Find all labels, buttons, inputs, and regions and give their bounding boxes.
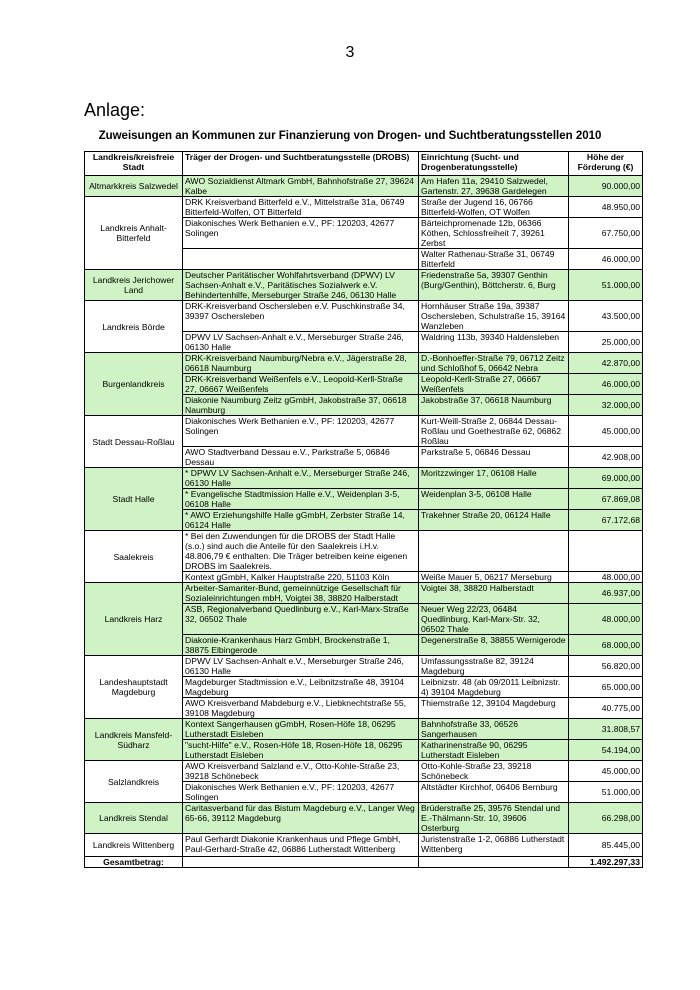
amount-cell: 42.870,00: [569, 353, 643, 374]
district-cell: Landkreis Harz: [85, 583, 183, 656]
amount-cell: 69.000,00: [569, 468, 643, 489]
facility-cell: Katharinenstraße 90, 06295 Lutherstadt Eisleben: [419, 740, 569, 761]
provider-cell: AWO Sozialdienst Altmark GmbH, Bahnhofstraße 27, 39624 Kalbe: [183, 176, 419, 197]
funding-table: [84, 151, 643, 868]
facility-cell: Leopold-Kerll-Straße 27, 06667 Weißenfels: [419, 374, 569, 395]
provider-cell: DRK-Kreisverband Oschersleben e.V. Puschkinstraße 34, 39397 Oschersleben: [183, 301, 419, 332]
provider-cell: Diakonie-Krankenhaus Harz GmbH, Brockenstraße 1, 38875 Elbingerode: [183, 635, 419, 656]
provider-cell: Diakonisches Werk Bethanien e.V., PF: 120203, 42677 Solingen: [183, 782, 419, 803]
amount-cell: 54.194,00: [569, 740, 643, 761]
anlage-heading: Anlage:: [84, 100, 146, 120]
facility-cell: Moritzzwinger 17, 06108 Halle: [419, 468, 569, 489]
district-cell: Altmarkkreis Salzwedel: [85, 176, 183, 197]
table-row: [85, 270, 643, 301]
provider-cell: * Evangelische Stadtmission Halle e.V., Weidenplan 3-5, 06108 Halle: [183, 489, 419, 510]
amount-cell: 46.937,00: [569, 583, 643, 604]
provider-cell: Paul Gerhardt Diakonie Krankenhaus und Pflege GmbH, Paul-Gerhard-Straße 42, 06886 Lutherstadt Wittenberg: [183, 834, 419, 857]
district-cell: Burgenlandkreis: [85, 353, 183, 416]
facility-cell: Leibnizstr. 48 (ab 09/2011 Leibnizstr. 4) 39104 Magdeburg: [419, 677, 569, 698]
table-row: [85, 176, 643, 197]
total-label: Gesamtbetrag:: [85, 857, 183, 868]
total-empty: [419, 857, 569, 868]
amount-cell: 42.908,00: [569, 447, 643, 468]
table-row: [85, 583, 643, 604]
header-facility: Einrichtung (Sucht- und Drogenberatungsstelle): [419, 152, 569, 176]
amount-cell: 51.000,00: [569, 270, 643, 301]
facility-cell: Parkstraße 5, 06846 Dessau: [419, 447, 569, 468]
amount-cell: 46.000,00: [569, 374, 643, 395]
provider-cell: Diakonisches Werk Bethanien e.V., PF: 120203, 42677 Solingen: [183, 416, 419, 447]
district-cell: Landkreis Jerichower Land: [85, 270, 183, 301]
facility-cell: Weidenplan 3-5, 06108 Halle: [419, 489, 569, 510]
facility-cell: Juristenstraße 1-2, 06886 Lutherstadt Wittenberg: [419, 834, 569, 857]
amount-cell: 85.445,00: [569, 834, 643, 857]
header-amount: Höhe der Förderung (€): [569, 152, 643, 176]
amount-cell: [569, 531, 643, 572]
provider-cell: AWO Kreisverband Salzland e.V., Otto-Kohle-Straße 23, 39218 Schönebeck: [183, 761, 419, 782]
provider-cell: DRK-Kreisverband Naumburg/Nebra e.V., Jägerstraße 28, 06618 Naumburg: [183, 353, 419, 374]
total-empty: [183, 857, 419, 868]
district-cell: Stadt Halle: [85, 468, 183, 531]
table-row: [85, 197, 643, 218]
provider-cell: AWO Stadtverband Dessau e.V., Parkstraße 5, 06846 Dessau: [183, 447, 419, 468]
district-cell: Landkreis Mansfeld-Südharz: [85, 719, 183, 761]
provider-cell: Diakonisches Werk Bethanien e.V., PF: 120203, 42677 Solingen: [183, 218, 419, 249]
facility-cell: Trakehner Straße 20, 06124 Halle: [419, 510, 569, 531]
document-title: Zuweisungen an Kommunen zur Finanzierung von Drogen- und Suchtberatungsstellen 2010: [98, 130, 602, 142]
amount-cell: 66.298,00: [569, 803, 643, 834]
district-cell: Landeshauptstadt Magdeburg: [85, 656, 183, 719]
facility-cell: Thiemstraße 12, 39104 Magdeburg: [419, 698, 569, 719]
provider-cell: Arbeiter-Samariter-Bund, gemeinnützige Gesellschaft für Sozialeinrichtungen mbH, Voigtei 38, 38820 Halberstadt: [183, 583, 419, 604]
facility-cell: D.-Bonhoeffer-Straße 79, 06712 Zeitz und Schloßhof 5, 06642 Nebra: [419, 353, 569, 374]
facility-cell: Straße der Jugend 16, 06766 Bitterfeld-Wolfen, OT Wolfen: [419, 197, 569, 218]
provider-cell: ASB, Regionalverband Quedlinburg e.V., Karl-Marx-Straße 32, 06502 Thale: [183, 604, 419, 635]
district-cell: Stadt Dessau-Roßlau: [85, 416, 183, 468]
provider-cell: Magdeburger Stadtmission e.V., Leibnitzstraße 48, 39104 Magdeburg: [183, 677, 419, 698]
table-row: [85, 353, 643, 374]
facility-cell: Friedenstraße 5a, 39307 Genthin (Burg/Genthin), Böttcherstr. 6, Burg: [419, 270, 569, 301]
amount-cell: 56.820,00: [569, 656, 643, 677]
table-row: [85, 834, 643, 857]
provider-cell: Deutscher Paritätischer Wohlfahrtsverband (DPWV) LV Sachsen-Anhalt e.V., Paritätisches Sozialwerk e.V. Behindertenhilfe, Merseburger Straße 246, 06130 Halle: [183, 270, 419, 301]
facility-cell: Otto-Kohle-Straße 23, 39218 Schönebeck: [419, 761, 569, 782]
provider-cell: DPWV LV Sachsen-Anhalt e.V., Merseburger Straße 246, 06130 Halle: [183, 656, 419, 677]
facility-cell: Altstädter Kirchhof, 06406 Bernburg: [419, 782, 569, 803]
amount-cell: 90.000,00: [569, 176, 643, 197]
table-row: [85, 803, 643, 834]
provider-cell: * AWO Erziehungshilfe Halle gGmbH, Zerbster Straße 14, 06124 Halle: [183, 510, 419, 531]
facility-cell: Brüderstraße 25, 39576 Stendal und E.-Thälmann-Str. 10, 39606 Osterburg: [419, 803, 569, 834]
amount-cell: 65.000,00: [569, 677, 643, 698]
page-number: 3: [345, 44, 355, 61]
facility-cell: Waldring 113b, 39340 Haldensleben: [419, 332, 569, 353]
total-row: [85, 857, 643, 868]
amount-cell: 48.000,00: [569, 572, 643, 583]
provider-cell: Kontext gGmbH, Kalker Hauptstraße 220, 51103 Köln: [183, 572, 419, 583]
facility-cell: Kurt-Weill-Straße 2, 06844 Dessau-Roßlau und Goethestraße 62, 06862 Roßlau: [419, 416, 569, 447]
amount-cell: 40.775,00: [569, 698, 643, 719]
facility-cell: Walter Rathenau-Straße 31, 06749 Bitterfeld: [419, 249, 569, 270]
district-cell: Landkreis Stendal: [85, 803, 183, 834]
table-row: [85, 719, 643, 740]
amount-cell: 32.000,00: [569, 395, 643, 416]
district-cell: Landkreis Börde: [85, 301, 183, 353]
amount-cell: 48.000,00: [569, 604, 643, 635]
district-cell: Saalekreis: [85, 531, 183, 583]
provider-cell: Caritasverband für das Bistum Magdeburg e.V., Langer Weg 65-66, 39112 Magdeburg: [183, 803, 419, 834]
amount-cell: 43.500,00: [569, 301, 643, 332]
facility-cell: Neuer Weg 22/23, 06484 Quedlinburg, Karl-Marx-Str. 32, 06502 Thale: [419, 604, 569, 635]
amount-cell: 67.869,08: [569, 489, 643, 510]
amount-cell: 31.808,57: [569, 719, 643, 740]
facility-cell: Degenerstraße 8, 38855 Wernigerode: [419, 635, 569, 656]
provider-cell: "sucht-Hilfe" e.V., Rosen-Höfe 18, Rosen-Höfe 18, 06295 Lutherstadt Eisleben: [183, 740, 419, 761]
facility-cell: Am Hafen 11a, 29410 Salzwedel, Gartenstr. 27, 39638 Gardelegen: [419, 176, 569, 197]
provider-cell: Kontext Sangerhausen gGmbH, Rosen-Höfe 18, 06295 Lutherstadt Eisleben: [183, 719, 419, 740]
amount-cell: 45.000,00: [569, 416, 643, 447]
provider-cell: [183, 249, 419, 270]
district-cell: Salzlandkreis: [85, 761, 183, 803]
amount-cell: 25.000,00: [569, 332, 643, 353]
facility-cell: Bahnhofstraße 33, 06526 Sangerhausen: [419, 719, 569, 740]
provider-cell: Diakonie Naumburg Zeitz gGmbH, Jakobstraße 37, 06618 Naumburg: [183, 395, 419, 416]
amount-cell: 45.000,00: [569, 761, 643, 782]
facility-cell: Weiße Mauer 5, 06217 Merseburg: [419, 572, 569, 583]
facility-cell: Voigtei 38, 38820 Halberstadt: [419, 583, 569, 604]
facility-cell: Hornhäuser Straße 19a, 39387 Oschersleben, Schulstraße 15, 39164 Wanzleben: [419, 301, 569, 332]
facility-cell: Umfassungsstraße 82, 39124 Magdeburg: [419, 656, 569, 677]
table-row: [85, 656, 643, 677]
header-provider: Träger der Drogen- und Suchtberatungsstelle (DROBS): [183, 152, 419, 176]
district-cell: Landkreis Wittenberg: [85, 834, 183, 857]
table-row: [85, 301, 643, 332]
amount-cell: 48.950,00: [569, 197, 643, 218]
amount-cell: 51.000,00: [569, 782, 643, 803]
table-row: [85, 416, 643, 447]
table-row: [85, 531, 643, 572]
provider-cell: DPWV LV Sachsen-Anhalt e.V., Merseburger Straße 246, 06130 Halle: [183, 332, 419, 353]
amount-cell: 67.172,68: [569, 510, 643, 531]
facility-cell: Jakobstraße 37, 06618 Naumburg: [419, 395, 569, 416]
provider-cell: * DPWV LV Sachsen-Anhalt e.V., Merseburger Straße 246, 06130 Halle: [183, 468, 419, 489]
total-amount: 1.492.297,33: [569, 857, 643, 868]
table-row: [85, 761, 643, 782]
facility-cell: Bärteichpromenade 12b, 06366 Köthen, Schlossfreiheit 7, 39261 Zerbst: [419, 218, 569, 249]
provider-cell: DRK-Kreisverband Weißenfels e.V., Leopold-Kerll-Straße 27, 06667 Weißenfels: [183, 374, 419, 395]
provider-cell: AWO Kreisverband Mabdeburg e.V., Liebknechtstraße 55, 39108 Magdeburg: [183, 698, 419, 719]
table-row: [85, 468, 643, 489]
amount-cell: 67.750,00: [569, 218, 643, 249]
header-district: Landkreis/kreisfreie Stadt: [85, 152, 183, 176]
amount-cell: 46.000,00: [569, 249, 643, 270]
provider-cell: * Bei den Zuwendungen für die DROBS der Stadt Halle (s.o.) sind auch die Anteile für den Saalekreis i.H.v. 48.806,79 € enthalten. Die Träger betreiben keine eigenen DROBS im Saalekreis.: [183, 531, 419, 572]
provider-cell: DRK Kreisverband Bitterfeld e.V., Mittelstraße 31a, 06749 Bitterfeld-Wolfen, OT Bitterfeld: [183, 197, 419, 218]
amount-cell: 68.000,00: [569, 635, 643, 656]
district-cell: Landkreis Anhalt-Bitterfeld: [85, 197, 183, 270]
facility-cell: [419, 531, 569, 572]
